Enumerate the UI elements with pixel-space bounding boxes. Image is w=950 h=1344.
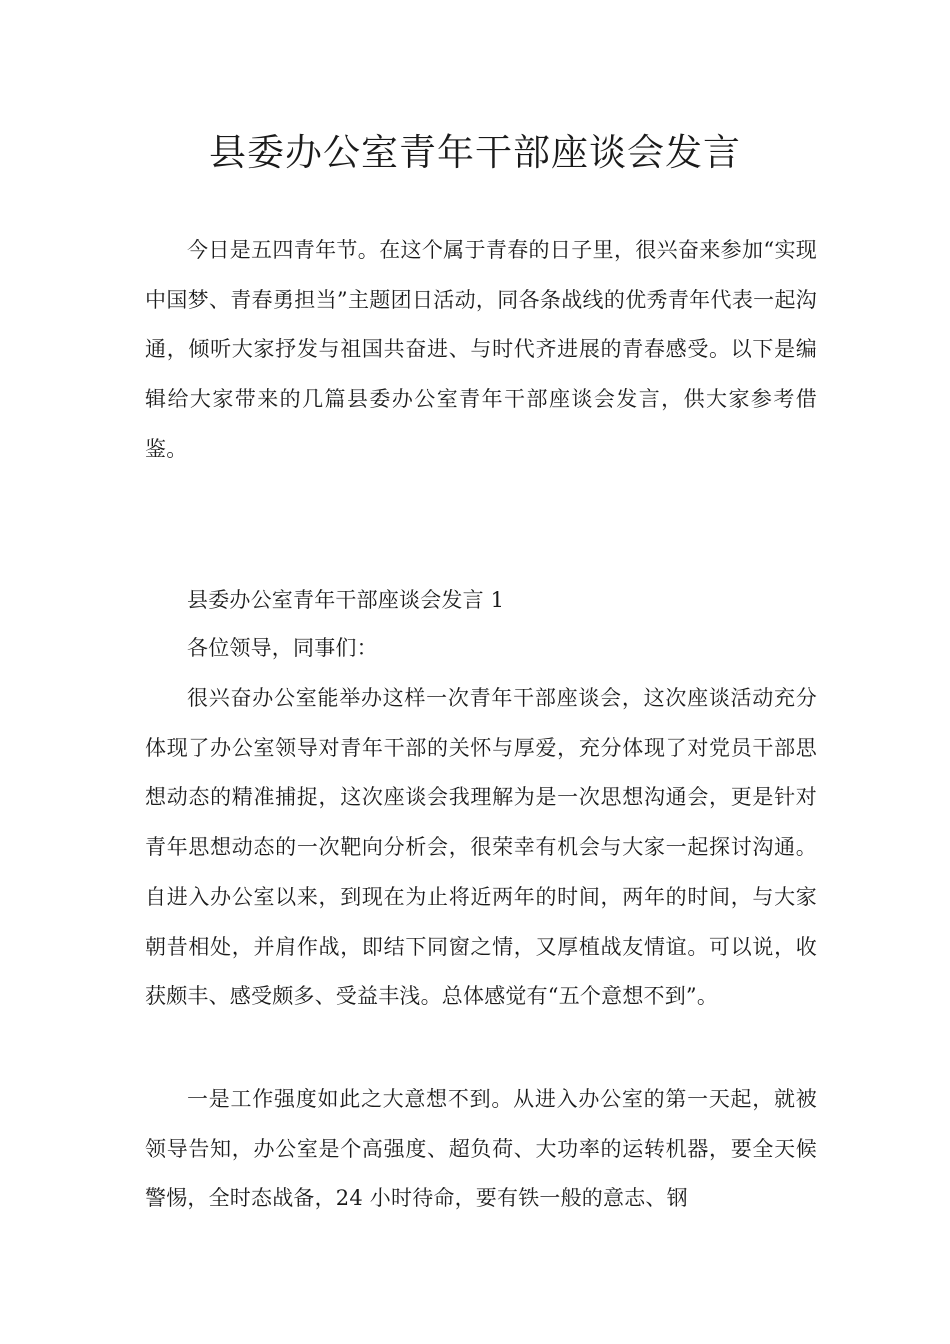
intro-paragraph: 今日是五四青年节。在这个属于青春的日子里，很兴奋来参加“实现中国梦、青春勇担当”主题团日活动，同各条战线的优秀青年代表一起沟通，倾听大家抒发与祖国共奋进、与时代齐进展的青春感受。以下是编辑给大家带来的几篇县委办公室青年干部座谈会发言，供大家参考借鉴。 [145, 238, 817, 461]
section-heading: 县委办公室青年干部座谈会发言 1 [187, 588, 505, 612]
body-paragraph: 一是工作强度如此之大意想不到。从进入办公室的第一天起，就被领导告知，办公室是个高强度、超负荷、大功率的运转机器，要全天候警惕，全时态战备，24 小时待命，要有铁一般的意志、钢 [145, 1087, 817, 1211]
body-paragraph: 很兴奋办公室能举办这样一次青年干部座谈会，这次座谈活动充分体现了办公室领导对青年干部的关怀与厚爱，充分体现了对党员干部思想动态的精准捕捉，这次座谈会我理解为是一次思想沟通会，更是针对青年思想动态的一次靶向分析会，很荣幸有机会与大家一起探讨沟通。自进入办公室以来，到现在为止将近两年的时间，两年的时间，与大家朝昔相处，并肩作战，即结下同窗之情，又厚植战友情谊。可以说，收获颇丰、感受颇多、受益丰浅。总体感觉有“五个意想不到”。 [145, 686, 817, 1009]
salutation: 各位领导，同事们： [187, 636, 378, 660]
document-title: 县委办公室青年干部座谈会发言 [209, 131, 741, 174]
